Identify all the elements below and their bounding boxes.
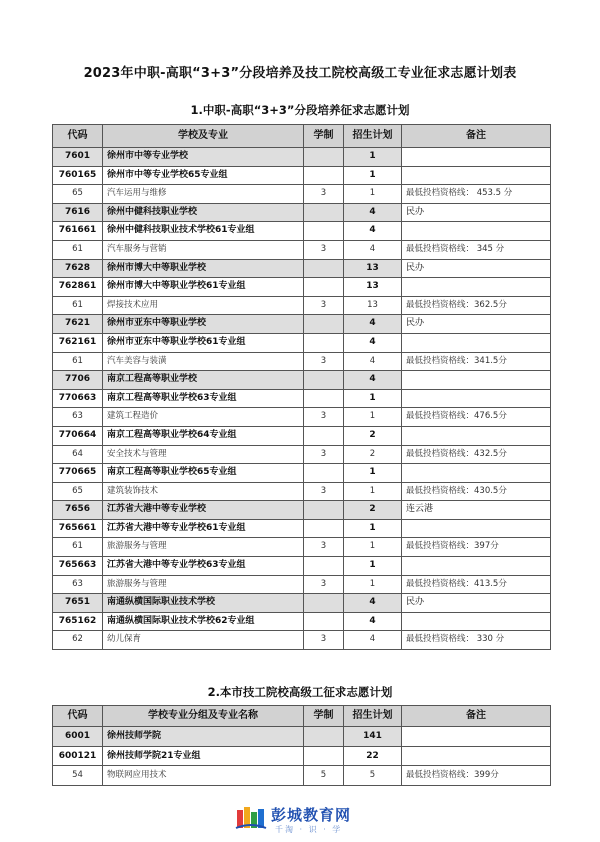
cell-note: 民办	[402, 594, 551, 613]
header-name: 学校及专业	[103, 125, 304, 148]
cell-code: 7616	[53, 203, 103, 222]
cell-plan: 4	[344, 333, 402, 352]
table-row-group	[53, 278, 551, 297]
cell-plan: 13	[344, 278, 402, 297]
cell-name: 徐州中健科技职业学校	[103, 203, 304, 222]
cell-note: 最低投档资格线： 345 分	[402, 240, 551, 259]
cell-note: 最低投档资格线：430.5分	[402, 482, 551, 501]
cell-code: 61	[53, 240, 103, 259]
cell-name: 安全技术与管理	[103, 445, 304, 464]
cell-note: 民办	[402, 203, 551, 222]
cell-plan: 1	[344, 575, 402, 594]
cell-plan: 2	[344, 426, 402, 445]
cell-name: 物联网应用技术	[103, 766, 304, 786]
cell-plan: 1	[344, 185, 402, 204]
cell-name: 徐州市中等专业学校	[103, 148, 304, 167]
cell-plan: 1	[344, 557, 402, 576]
header-note: 备注	[402, 125, 551, 148]
cell-plan: 4	[344, 612, 402, 631]
cell-code: 64	[53, 445, 103, 464]
cell-code: 54	[53, 766, 103, 786]
cell-note: 民办	[402, 315, 551, 334]
cell-plan: 1	[344, 148, 402, 167]
cell-sys: 3	[304, 352, 344, 371]
cell-note	[402, 389, 551, 408]
table-row-major	[53, 538, 551, 557]
section2-heading: 2.本市技工院校高级工征求志愿计划	[207, 685, 393, 699]
cell-sys	[304, 222, 344, 241]
cell-plan: 13	[344, 296, 402, 315]
cell-code: 7601	[53, 148, 103, 167]
table-row-group	[53, 464, 551, 483]
cell-sys	[304, 612, 344, 631]
cell-note	[402, 166, 551, 185]
section2-table	[52, 705, 551, 786]
cell-note: 最低投档资格线：341.5分	[402, 352, 551, 371]
table-row-major	[53, 575, 551, 594]
cell-note	[402, 371, 551, 390]
cell-note	[402, 278, 551, 297]
cell-sys: 3	[304, 538, 344, 557]
cell-name: 南京工程高等职业学校65专业组	[103, 464, 304, 483]
cell-code: 7706	[53, 371, 103, 390]
cell-plan: 1	[344, 538, 402, 557]
table-row-major	[53, 766, 551, 786]
cell-code: 765663	[53, 557, 103, 576]
cell-name: 徐州技师学院21专业组	[103, 746, 304, 766]
table-row-group	[53, 389, 551, 408]
table-header-row	[53, 706, 551, 727]
cell-note: 最低投档资格线：397分	[402, 538, 551, 557]
cell-name: 徐州市亚东中等职业学校	[103, 315, 304, 334]
table-row-school	[53, 259, 551, 278]
table-row-school	[53, 501, 551, 520]
cell-sys	[304, 746, 344, 766]
cell-sys	[304, 594, 344, 613]
cell-plan: 13	[344, 259, 402, 278]
header-code: 代码	[53, 706, 103, 727]
table-row-major	[53, 408, 551, 427]
cell-name: 江苏省大港中等专业学校63专业组	[103, 557, 304, 576]
table-row-major	[53, 352, 551, 371]
cell-sys	[304, 519, 344, 538]
cell-name: 南京工程高等职业学校64专业组	[103, 426, 304, 445]
table-row-group	[53, 557, 551, 576]
cell-sys: 3	[304, 240, 344, 259]
cell-plan: 2	[344, 445, 402, 464]
cell-sys: 3	[304, 296, 344, 315]
table-row-major	[53, 445, 551, 464]
table-row-group	[53, 222, 551, 241]
cell-sys	[304, 259, 344, 278]
cell-plan: 141	[344, 727, 402, 747]
cell-code: 7651	[53, 594, 103, 613]
cell-sys	[304, 464, 344, 483]
cell-code: 65	[53, 185, 103, 204]
cell-name: 徐州市博大中等职业学校	[103, 259, 304, 278]
cell-plan: 5	[344, 766, 402, 786]
cell-note	[402, 222, 551, 241]
cell-code: 65	[53, 482, 103, 501]
cell-note	[402, 612, 551, 631]
cell-note	[402, 464, 551, 483]
cell-name: 旅游服务与管理	[103, 538, 304, 557]
cell-note: 最低投档资格线：476.5分	[402, 408, 551, 427]
cell-sys	[304, 148, 344, 167]
cell-note: 最低投档资格线：413.5分	[402, 575, 551, 594]
cell-name: 汽车美容与装潢	[103, 352, 304, 371]
cell-code: 61	[53, 538, 103, 557]
cell-name: 建筑装饰技术	[103, 482, 304, 501]
cell-code: 762861	[53, 278, 103, 297]
table-header-row	[53, 125, 551, 148]
cell-note	[402, 519, 551, 538]
cell-note: 最低投档资格线：362.5分	[402, 296, 551, 315]
cell-note: 连云港	[402, 501, 551, 520]
table-row-major	[53, 240, 551, 259]
cell-name: 南通纵横国际职业技术学校	[103, 594, 304, 613]
cell-sys	[304, 557, 344, 576]
table-row-school	[53, 594, 551, 613]
cell-plan: 4	[344, 240, 402, 259]
cell-code: 63	[53, 575, 103, 594]
cell-plan: 4	[344, 371, 402, 390]
table-row-school	[53, 727, 551, 747]
cell-plan: 1	[344, 464, 402, 483]
cell-plan: 4	[344, 631, 402, 650]
cell-code: 765661	[53, 519, 103, 538]
cell-name: 旅游服务与管理	[103, 575, 304, 594]
cell-sys: 3	[304, 408, 344, 427]
cell-name: 徐州技师学院	[103, 727, 304, 747]
cell-note: 最低投档资格线：432.5分	[402, 445, 551, 464]
header-plan: 招生计划	[344, 706, 402, 727]
cell-name: 江苏省大港中等专业学校61专业组	[103, 519, 304, 538]
cell-sys	[304, 333, 344, 352]
cell-sys	[304, 501, 344, 520]
cell-code: 770665	[53, 464, 103, 483]
cell-plan: 1	[344, 482, 402, 501]
table-row-group	[53, 333, 551, 352]
page-title: 2023年中职-高职“3+3”分段培养及技工院校高级工专业征求志愿计划表	[83, 66, 517, 81]
cell-plan: 2	[344, 501, 402, 520]
cell-code: 62	[53, 631, 103, 650]
cell-note	[402, 746, 551, 766]
cell-note: 最低投档资格线：399分	[402, 766, 551, 786]
header-name: 学校专业分组及专业名称	[103, 706, 304, 727]
cell-sys	[304, 166, 344, 185]
cell-code: 7628	[53, 259, 103, 278]
cell-sys: 3	[304, 185, 344, 204]
header-system: 学制	[304, 706, 344, 727]
section1-heading: 1.中职-高职“3+3”分段培养征求志愿计划	[190, 103, 410, 117]
header-code: 代码	[53, 125, 103, 148]
cell-plan: 4	[344, 222, 402, 241]
cell-sys: 3	[304, 445, 344, 464]
table-row-school	[53, 148, 551, 167]
cell-name: 徐州市博大中等职业学校61专业组	[103, 278, 304, 297]
cell-sys	[304, 727, 344, 747]
table-row-major	[53, 296, 551, 315]
cell-plan: 4	[344, 203, 402, 222]
cell-plan: 1	[344, 389, 402, 408]
header-note: 备注	[402, 706, 551, 727]
cell-name: 焊接技术应用	[103, 296, 304, 315]
cell-sys	[304, 371, 344, 390]
cell-code: 770663	[53, 389, 103, 408]
cell-plan: 4	[344, 352, 402, 371]
cell-plan: 1	[344, 166, 402, 185]
cell-code: 63	[53, 408, 103, 427]
cell-code: 765162	[53, 612, 103, 631]
cell-sys	[304, 315, 344, 334]
cell-note: 最低投档资格线： 330 分	[402, 631, 551, 650]
table-row-school	[53, 203, 551, 222]
cell-note	[402, 148, 551, 167]
header-plan: 招生计划	[344, 125, 402, 148]
table-row-major	[53, 482, 551, 501]
cell-code: 761661	[53, 222, 103, 241]
header-system: 学制	[304, 125, 344, 148]
section1-table	[52, 124, 551, 650]
site-logo[interactable]	[235, 800, 375, 838]
cell-note	[402, 333, 551, 352]
cell-sys	[304, 203, 344, 222]
cell-note	[402, 426, 551, 445]
table-row-group	[53, 166, 551, 185]
cell-sys: 3	[304, 575, 344, 594]
cell-name: 汽车服务与营销	[103, 240, 304, 259]
table-row-group	[53, 612, 551, 631]
table-row-school	[53, 371, 551, 390]
cell-sys	[304, 426, 344, 445]
cell-name: 徐州中健科技职业技术学校61专业组	[103, 222, 304, 241]
cell-name: 建筑工程造价	[103, 408, 304, 427]
cell-code: 61	[53, 352, 103, 371]
cell-name: 南京工程高等职业学校	[103, 371, 304, 390]
cell-plan: 1	[344, 408, 402, 427]
cell-code: 760165	[53, 166, 103, 185]
cell-note	[402, 727, 551, 747]
cell-plan: 1	[344, 519, 402, 538]
table-row-major	[53, 631, 551, 650]
cell-note: 最低投档资格线： 453.5 分	[402, 185, 551, 204]
cell-sys: 3	[304, 482, 344, 501]
cell-code: 770664	[53, 426, 103, 445]
logo-tagline: 千淘 · 识 · 学	[275, 825, 343, 834]
cell-sys: 5	[304, 766, 344, 786]
cell-name: 南京工程高等职业学校63专业组	[103, 389, 304, 408]
table-row-school	[53, 315, 551, 334]
table-row-group	[53, 746, 551, 766]
cell-name: 徐州市中等专业学校65专业组	[103, 166, 304, 185]
cell-name: 江苏省大港中等专业学校	[103, 501, 304, 520]
table-row-major	[53, 185, 551, 204]
cell-name: 汽车运用与维修	[103, 185, 304, 204]
cell-sys: 3	[304, 631, 344, 650]
cell-name: 南通纵横国际职业技术学校62专业组	[103, 612, 304, 631]
cell-sys	[304, 389, 344, 408]
cell-code: 6001	[53, 727, 103, 747]
cell-code: 61	[53, 296, 103, 315]
table-row-group	[53, 519, 551, 538]
logo-name: 彭城教育网	[271, 806, 352, 824]
cell-name: 幼儿保育	[103, 631, 304, 650]
cell-note	[402, 557, 551, 576]
cell-note: 民办	[402, 259, 551, 278]
cell-code: 7621	[53, 315, 103, 334]
table-row-group	[53, 426, 551, 445]
cell-sys	[304, 278, 344, 297]
cell-name: 徐州市亚东中等职业学校61专业组	[103, 333, 304, 352]
cell-code: 7656	[53, 501, 103, 520]
books-icon	[235, 804, 267, 830]
cell-plan: 4	[344, 594, 402, 613]
cell-code: 762161	[53, 333, 103, 352]
cell-plan: 4	[344, 315, 402, 334]
cell-plan: 22	[344, 746, 402, 766]
cell-code: 600121	[53, 746, 103, 766]
